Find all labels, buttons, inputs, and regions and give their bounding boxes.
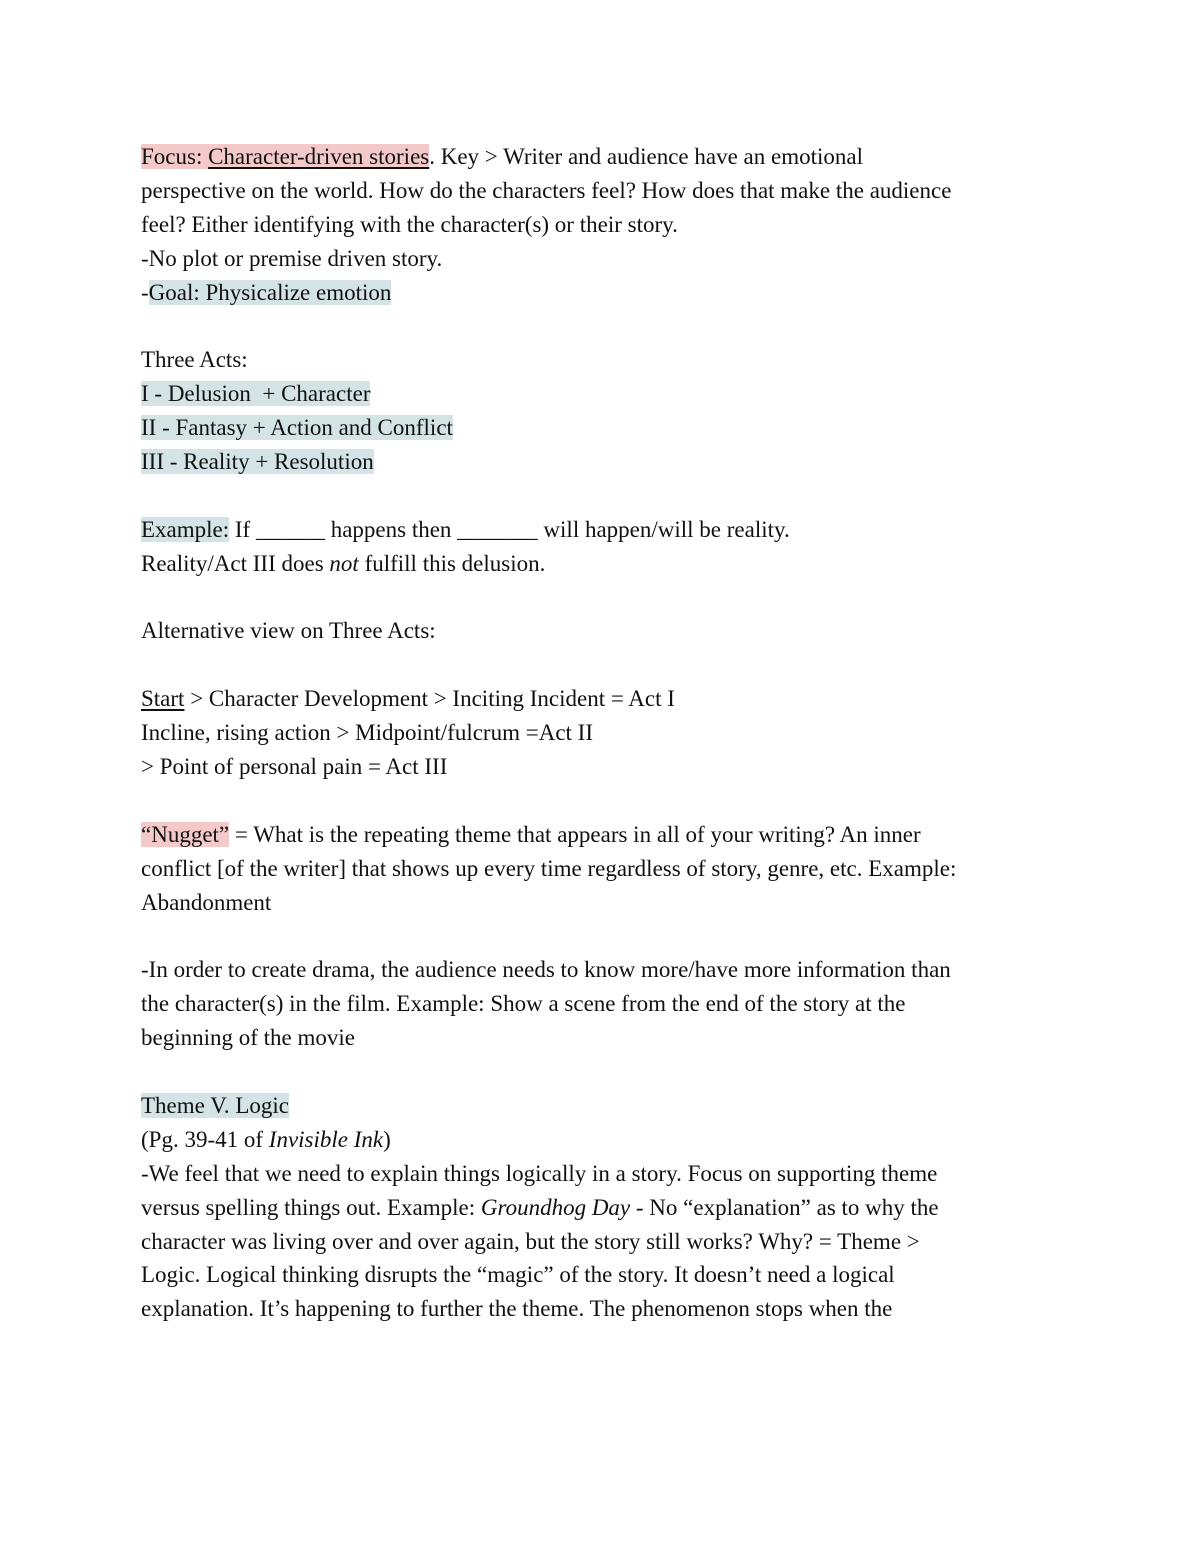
text-line: Abandonment <box>141 889 272 915</box>
reality-line <box>141 547 1051 581</box>
start-line <box>141 682 1051 716</box>
text-line: -No plot or premise driven story. <box>141 245 443 271</box>
text-line: character was living over and over again, but the story still works? Why? = Theme > <box>141 1228 920 1254</box>
text-line: feel? Either identifying with the character(s) or their story. <box>141 211 678 237</box>
example-label: Example: <box>141 516 230 542</box>
alt-heading: Alternative view on Three Acts: <box>141 618 436 644</box>
three-acts-heading: Three Acts: <box>141 347 248 373</box>
act-1-line <box>141 377 1051 411</box>
film-title: Groundhog Day <box>480 1194 631 1220</box>
act-2-highlight: II - Fantasy + Action and Conflict <box>141 415 453 441</box>
focus-highlight <box>141 144 429 169</box>
blank-line <box>141 309 1051 343</box>
nugget-label: “Nugget” <box>141 821 230 847</box>
book-title: Invisible Ink <box>268 1126 384 1152</box>
blank-line <box>141 784 1051 818</box>
reality-text-b: fulfill this delusion. <box>358 550 546 576</box>
goal-dash: - <box>141 279 149 305</box>
act-3-line <box>141 445 1051 479</box>
blank-line <box>141 648 1051 682</box>
text-line: conflict [of the writer] that shows up every time regardless of story, genre, etc. Example: <box>141 855 957 881</box>
text-line: explanation. It’s happening to further the theme. The phenomenon stops when the <box>141 1296 893 1322</box>
start-label: Start <box>141 686 185 712</box>
reference-line <box>141 1123 1051 1157</box>
example-line <box>141 513 1051 547</box>
example-rest: If ______ happens then _______ will happen/will be reality. <box>229 516 790 542</box>
reality-text-a: Reality/Act III does <box>141 550 330 576</box>
text-line: -We feel that we need to explain things logically in a story. Focus on supporting theme <box>141 1160 938 1186</box>
text-line: perspective on the world. How do the characters feel? How does that make the audience <box>141 177 952 203</box>
act-3-highlight: III - Reality + Resolution <box>141 449 374 475</box>
groundhog-line <box>141 1191 1051 1225</box>
groundhog-text-b: - No “explanation” as to why the <box>630 1194 939 1220</box>
blank-line <box>141 581 1051 615</box>
text-line: -In order to create drama, the audience needs to know more/have more information than <box>141 957 951 983</box>
text-line: beginning of the movie <box>141 1025 355 1051</box>
theme-heading-line <box>141 1089 1051 1123</box>
focus-topic: Character-driven stories <box>208 144 430 169</box>
text-line: > Point of personal pain = Act III <box>141 754 448 780</box>
blank-line <box>141 1055 1051 1089</box>
document-body <box>141 140 1051 1326</box>
text-line: the character(s) in the film. Example: Show a scene from the end of the story at the <box>141 991 906 1017</box>
theme-heading: Theme V. Logic <box>141 1092 289 1118</box>
groundhog-text-a: versus spelling things out. Example: <box>141 1194 481 1220</box>
reference-text-b: ) <box>383 1126 391 1152</box>
nugget-rest: = What is the repeating theme that appears in all of your writing? An inner <box>229 821 921 847</box>
act-1-highlight: I - Delusion + Character <box>141 381 371 407</box>
goal-line <box>141 276 1051 310</box>
text-line: Incline, rising action > Midpoint/fulcrum =Act II <box>141 720 593 746</box>
reality-not: not <box>329 550 359 576</box>
focus-label: Focus: <box>141 144 203 169</box>
nugget-line <box>141 818 1051 852</box>
focus-line <box>141 140 1051 174</box>
goal-highlight: Goal: Physicalize emotion <box>148 279 392 305</box>
start-rest: > Character Development > Inciting Incident = Act I <box>184 686 675 712</box>
text-line: Logic. Logical thinking disrupts the “magic” of the story. It doesn’t need a logical <box>141 1262 895 1288</box>
focus-line-rest: . Key > Writer and audience have an emotional <box>429 144 863 169</box>
blank-line <box>141 919 1051 953</box>
act-2-line <box>141 411 1051 445</box>
reference-text-a: (Pg. 39-41 of <box>141 1126 269 1152</box>
blank-line <box>141 479 1051 513</box>
